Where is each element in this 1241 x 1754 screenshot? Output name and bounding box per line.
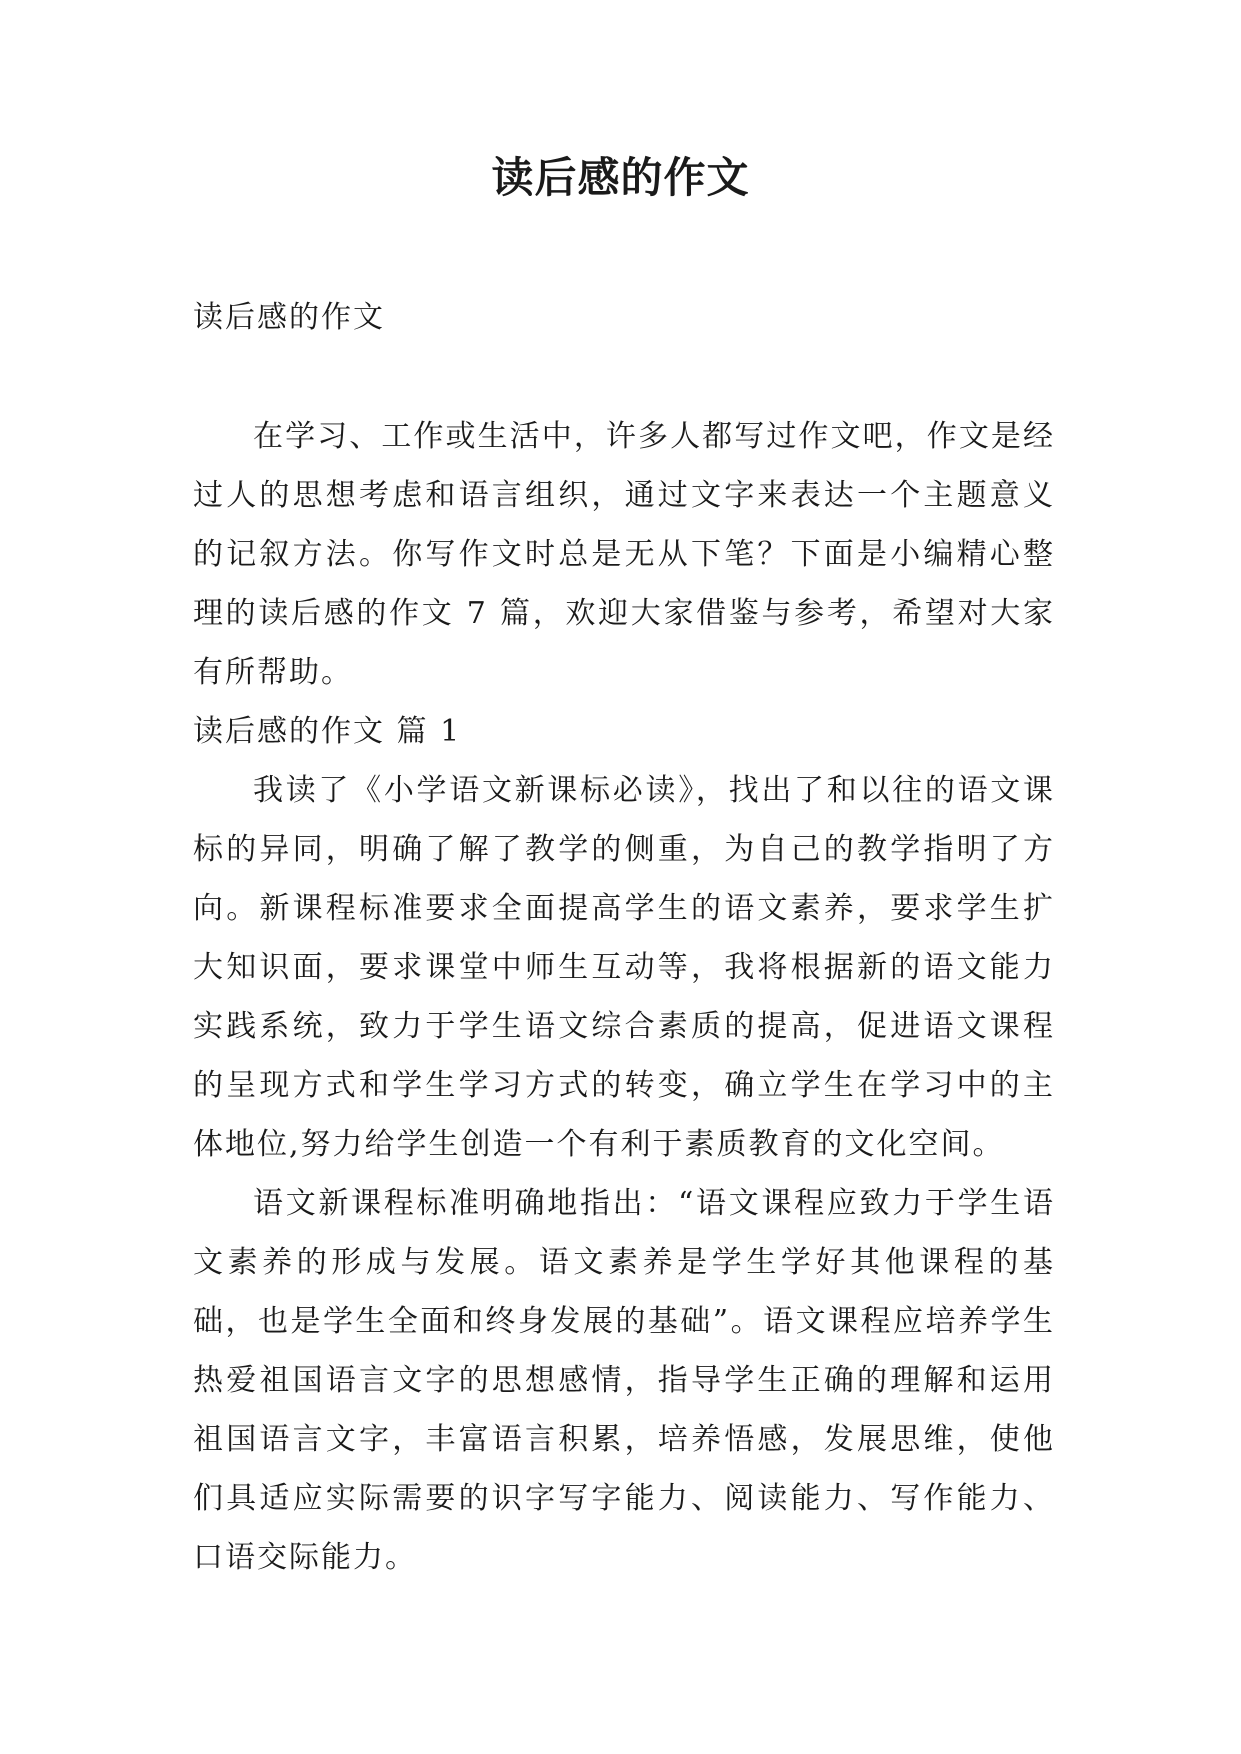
body-paragraph-1: 我读了《小学语文新课标必读》，找出了和以往的语文课标的异同，明确了解了教学的侧重，为自己的教学指明了方向。新课程标准要求全面提高学生的语文素养，要求学生扩大知识面，要求课堂中师生互动等，我将根据新的语文能力实践系统，致力于学生语文综合素质的提高，促进语文课程的呈现方式和学生学习方式的转变，确立学生在学习中的主体地位,努力给学生创造一个有利于素质教育的文化空间。 [193, 773, 1055, 1162]
body-paragraph-2: 语文新课程标准明确地指出：“语文课程应致力于学生语文素养的形成与发展。语文素养是学生学好其他课程的基础，也是学生全面和终身发展的基础”。语文课程应培养学生热爱祖国语言文字的思想感情，指导学生正确的理解和运用祖国语言文字，丰富语言积累，培养悟感，发展思维，使他们具适应实际需要的识字写字能力、阅读能力、写作能力、口语交际能力。 [193, 1186, 1055, 1575]
section-heading: 读后感的作文 篇 1 [193, 714, 462, 749]
document-body [193, 288, 1055, 1587]
document-title: 读后感的作文 [491, 153, 750, 202]
intro-paragraph: 在学习、工作或生活中，许多人都写过作文吧，作文是经过人的思想考虑和语言组织，通过文字来表达一个主题意义的记叙方法。你写作文时总是无从下笔？下面是小编精心整理的读后感的作文 7 篇，欢迎大家借鉴与参考，希望对大家有所帮助。 [193, 419, 1055, 690]
document-subtitle: 读后感的作文 [193, 300, 385, 335]
